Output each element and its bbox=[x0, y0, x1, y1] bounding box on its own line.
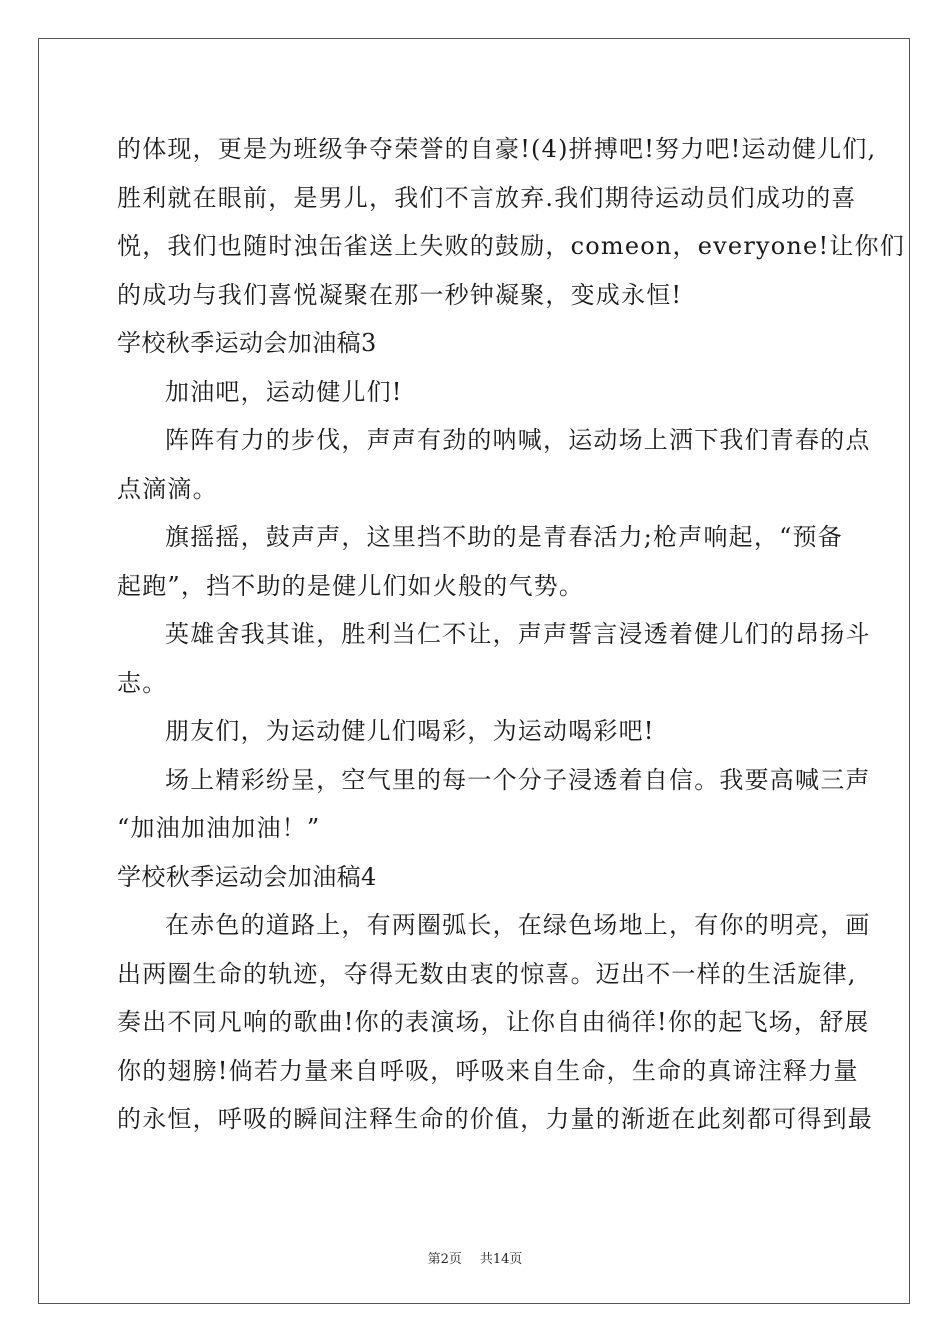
text-line: 出两圈生命的轨迹，夺得无数由衷的惊喜。迈出不一样的生活旋律, bbox=[117, 959, 857, 988]
text-line: 悦，我们也随时浊缶雀送上失败的鼓励，comeon，everyone!让你们 bbox=[117, 232, 905, 260]
text-line: 阵阵有力的步伐，声声有劲的呐喊，运动场上洒下我们青春的点 bbox=[165, 426, 871, 454]
text-line: 奏出不同凡响的歌曲!你的表演场，让你自由徜徉!你的起飞场，舒展 bbox=[117, 1008, 870, 1036]
page-number: 第2页 bbox=[427, 1252, 462, 1267]
text-line: 的成功与我们喜悦凝聚在那一秒钟凝聚，变成永恒! bbox=[117, 280, 683, 309]
text-line: 的永恒，呼吸的瞬间注释生命的价值，力量的渐逝在此刻都可得到最 bbox=[117, 1105, 873, 1133]
text-line: 点滴滴。 bbox=[117, 474, 218, 503]
document-body bbox=[117, 125, 905, 1144]
page-total: 共14页 bbox=[479, 1252, 523, 1267]
text-line: 起跑”，挡不助的是健儿们如火般的气势。 bbox=[117, 571, 585, 600]
text-line: 在赤色的道路上，有两圈弧长，在绿色场地上，有你的明亮，画 bbox=[165, 911, 871, 939]
page-footer bbox=[0, 1248, 950, 1267]
section-heading: 学校秋季运动会加油稿4 bbox=[117, 862, 377, 891]
text-line: 旗摇摇，鼓声声，这里挡不助的是青春活力;枪声响起，“预备 bbox=[165, 523, 843, 551]
text-line: 朋友们，为运动健儿们喝彩，为运动喝彩吧! bbox=[165, 717, 655, 745]
text-line: 的体现，更是为班级争夺荣誉的自豪!(4)拼搏吧!努力吧!运动健儿们, bbox=[117, 135, 877, 163]
text-line: “加油加油加油！” bbox=[117, 814, 321, 842]
text-line: 英雄舍我其谁，胜利当仁不让，声声誓言浸透着健儿们的昂扬斗 bbox=[165, 620, 871, 648]
text-line: 你的翅膀!倘若力量来自呼吸，呼吸来自生命，生命的真谛注释力量 bbox=[117, 1056, 859, 1085]
text-line: 加油吧，运动健儿们! bbox=[165, 377, 403, 406]
text-line: 胜利就在眼前，是男儿，我们不言放弃.我们期待运动员们成功的喜 bbox=[117, 183, 857, 212]
section-heading: 学校秋季运动会加油稿3 bbox=[117, 329, 377, 357]
text-line: 志。 bbox=[117, 668, 168, 697]
text-line: 场上精彩纷呈，空气里的每一个分子浸透着自信。我要高喊三声 bbox=[165, 765, 871, 794]
